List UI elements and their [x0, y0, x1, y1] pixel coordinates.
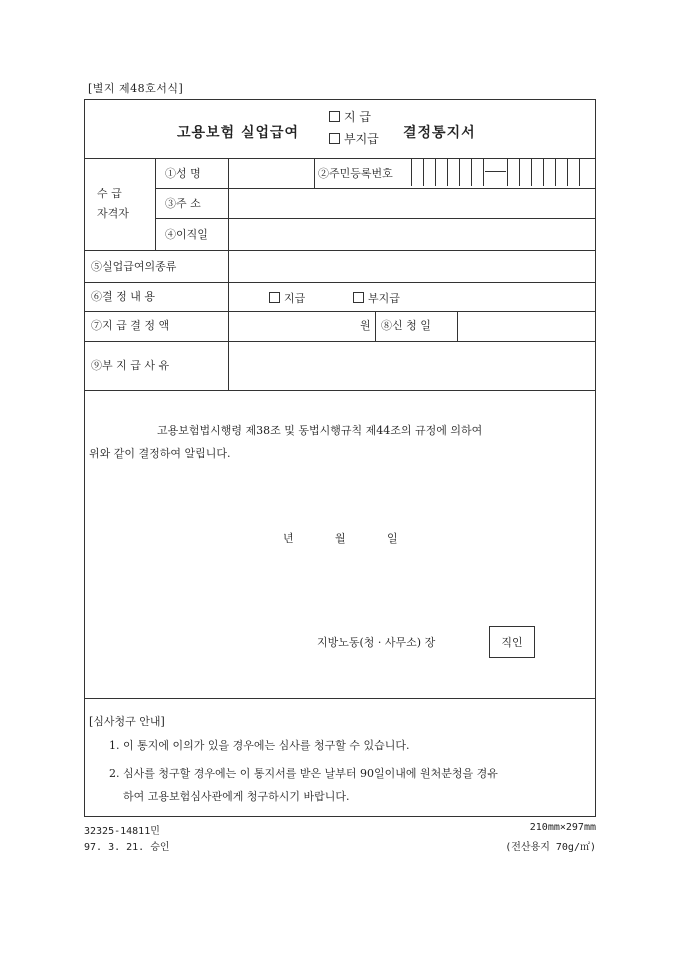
leave-date-label: ④이직일: [165, 228, 208, 241]
row-divider: [85, 341, 595, 342]
row-divider: [85, 390, 595, 391]
rrn-digit-box[interactable]: [543, 158, 555, 186]
issuer-name: 지방노동(청 · 사무소) 장: [317, 636, 436, 649]
row-divider: [155, 218, 595, 219]
date-day: 일: [387, 532, 398, 545]
title-option-pay-label: 지 급: [344, 110, 371, 124]
amount-label: ⑦지 급 결 정 액: [91, 319, 170, 332]
checkbox-icon[interactable]: [329, 133, 340, 144]
rrn-digit-box[interactable]: [459, 158, 471, 186]
row-divider: [85, 311, 595, 312]
col-divider: [228, 158, 229, 390]
request-date-label: ⑧신 청 일: [381, 319, 431, 332]
rrn-digit-box[interactable]: [579, 158, 591, 186]
appeal-guide-heading: [심사청구 안내]: [89, 715, 165, 728]
decision-option-pay[interactable]: [269, 290, 305, 306]
notice-line-2: 위와 같이 결정하여 알립니다.: [89, 447, 231, 460]
decision-notice-form: [84, 99, 596, 817]
title-option-nonpay-label: 부지급: [344, 132, 379, 146]
decision-option-nonpay[interactable]: [353, 290, 400, 306]
rrn-digit-box[interactable]: [555, 158, 567, 186]
row-divider: [85, 698, 595, 699]
rrn-digit-box[interactable]: [531, 158, 543, 186]
decision-option-nonpay-label: 부지급: [368, 292, 400, 305]
rrn-digit-box[interactable]: [447, 158, 459, 186]
reason-label: ⑨부 지 급 사 유: [91, 359, 170, 372]
title-option-pay[interactable]: [329, 108, 371, 125]
form-title-suffix: 결정통지서: [403, 125, 476, 141]
rrn-digit-box[interactable]: [471, 158, 483, 186]
address-label: ③주 소: [165, 197, 201, 210]
rrn-digit-box[interactable]: [519, 158, 531, 186]
col-divider: [314, 158, 315, 188]
title-option-nonpay[interactable]: [329, 130, 379, 147]
col-divider: [155, 158, 156, 250]
recipient-section-label-2: 자격자: [97, 207, 129, 220]
rrn-separator: [483, 158, 507, 186]
name-label: ①성 명: [165, 167, 201, 180]
footer-paper-weight: (전산용지 70g/㎡): [505, 842, 596, 853]
decision-label: ⑥결 정 내 용: [91, 290, 155, 303]
appeal-guide-item-2: 2. 심사를 청구할 경우에는 이 통지서를 받은 날부터 90일이내에 원처분청을 경유: [109, 767, 498, 780]
footer-paper-size: 210mm×297mm: [529, 822, 596, 833]
row-divider: [85, 250, 595, 251]
checkbox-icon[interactable]: [329, 111, 340, 122]
col-divider: [457, 311, 458, 341]
date-year: 년: [283, 532, 294, 545]
date-month: 월: [335, 532, 346, 545]
appeal-guide-item-1: 1. 이 통지에 이의가 있을 경우에는 심사를 청구할 수 있습니다.: [109, 739, 410, 752]
amount-unit: 원: [360, 319, 371, 332]
col-divider: [375, 311, 376, 341]
rrn-label: ②주민등록번호: [318, 167, 393, 180]
rrn-digit-box[interactable]: [435, 158, 447, 186]
row-divider: [155, 188, 595, 189]
checkbox-icon[interactable]: [269, 292, 280, 303]
rrn-digit-box[interactable]: [411, 158, 423, 186]
official-seal-box: 직인: [489, 626, 535, 658]
rrn-digit-box[interactable]: [423, 158, 435, 186]
notice-line-1: 고용보험법시행령 제38조 및 동법시행규칙 제44조의 규정에 의하여: [157, 424, 483, 437]
rrn-digit-box[interactable]: [507, 158, 519, 186]
decision-option-pay-label: 지급: [284, 292, 306, 305]
recipient-section-label-1: 수 급: [97, 187, 122, 200]
footer-approval-date: 97. 3. 21. 승인: [84, 842, 170, 853]
footer-form-number: 32325-14811민: [84, 826, 160, 837]
form-title: 고용보험 실업급여: [177, 125, 300, 141]
benefit-type-label: ⑤실업급여의종류: [91, 260, 177, 273]
row-divider: [85, 282, 595, 283]
appeal-guide-item-2-cont: 하여 고용보험심사관에게 청구하시기 바랍니다.: [123, 790, 350, 803]
checkbox-icon[interactable]: [353, 292, 364, 303]
rrn-digit-box[interactable]: [567, 158, 579, 186]
form-code: [별지 제48호서식]: [88, 82, 184, 95]
